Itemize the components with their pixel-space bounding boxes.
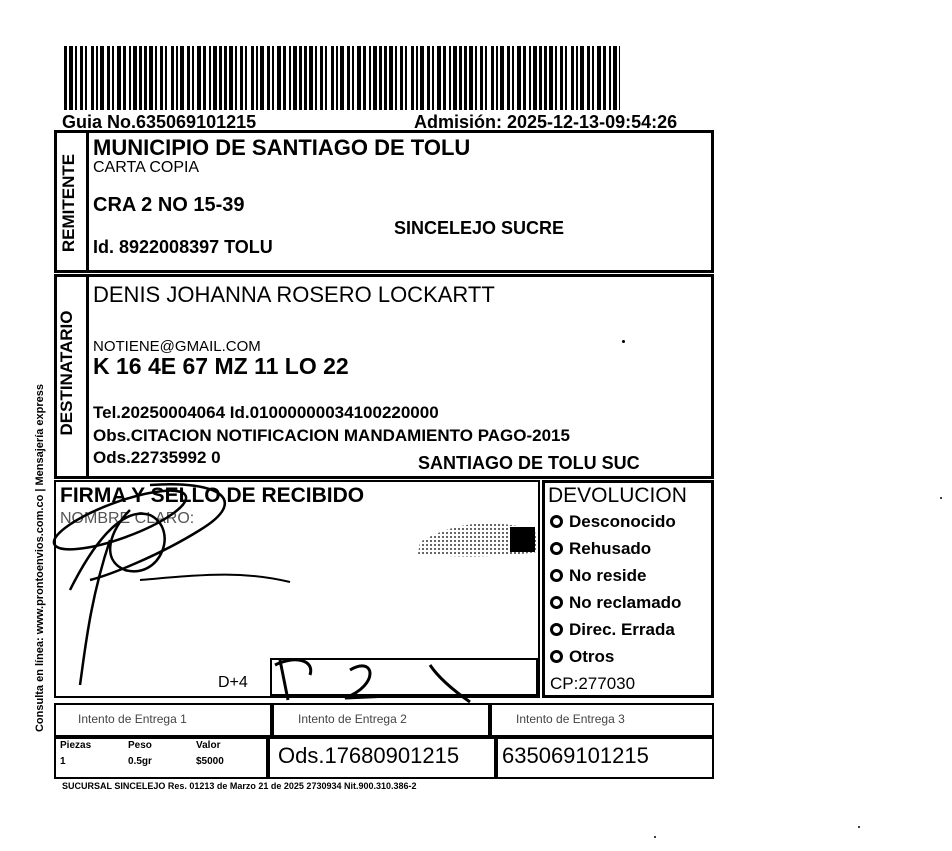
barcode-bar: [496, 46, 498, 110]
barcode-bar: [272, 46, 274, 110]
barcode-bar: [277, 46, 281, 110]
barcode-bar: [165, 46, 167, 110]
barcode-bar: [133, 46, 137, 110]
barcode-bar: [619, 46, 620, 110]
barcode-bar: [411, 46, 414, 110]
destinatario-address: K 16 4E 67 MZ 11 LO 22: [93, 353, 349, 379]
barcode-bar: [459, 46, 462, 110]
side-consulta-text: Consulta en línea: www.prontoenvios.com.co | Mensajería express: [34, 383, 46, 733]
barcode-bar: [149, 46, 153, 110]
barcode-bar: [192, 46, 194, 110]
barcode-bar: [432, 46, 434, 110]
barcode-bar: [69, 46, 73, 110]
devolucion-title: DEVOLUCION: [548, 484, 687, 507]
destinatario-tel: Tel.20250004064 Id.01000000034100220000: [93, 403, 439, 422]
destinatario-name: DENIS JOHANNA ROSERO LOCKARTT: [93, 282, 495, 307]
barcode-bar: [203, 46, 206, 110]
barcode-bar: [555, 46, 557, 110]
barcode-bar: [544, 46, 547, 110]
barcode-bar: [609, 46, 611, 110]
barcode-bar: [309, 46, 313, 110]
piezas-value: 1: [60, 756, 66, 767]
option-no-reside[interactable]: [550, 562, 681, 589]
barcode: [64, 46, 620, 110]
barcode-bar: [80, 46, 83, 110]
barcode-bar: [416, 46, 418, 110]
barcode-bar: [373, 46, 377, 110]
speck: [858, 826, 860, 828]
barcode-bar: [139, 46, 142, 110]
option-label: Desconocido: [569, 511, 676, 531]
barcode-bar: [369, 46, 371, 110]
admision-date: Admisión: 2025-12-13-09:54:26: [414, 112, 678, 132]
barcode-bar: [315, 46, 317, 110]
barcode-bar: [580, 46, 584, 110]
barcode-bar: [171, 46, 174, 110]
radio-icon: [550, 623, 563, 636]
radio-icon: [550, 569, 563, 582]
firma-d4: D+4: [218, 674, 248, 691]
option-direc-errada[interactable]: [550, 616, 681, 643]
barcode-bar: [340, 46, 344, 110]
intento-3-label: Intento de Entrega 3: [516, 712, 625, 726]
radio-icon: [550, 596, 563, 609]
barcode-bar: [213, 46, 217, 110]
barcode-bar: [485, 46, 487, 110]
peso-label: Peso: [128, 740, 152, 751]
barcode-bar: [549, 46, 553, 110]
radio-icon: [550, 515, 563, 528]
barcode-bar: [289, 46, 291, 110]
barcode-bar: [260, 46, 264, 110]
detalle-ods: Ods.17680901215: [278, 743, 460, 768]
option-label: Otros: [569, 646, 615, 666]
barcode-bar: [100, 46, 104, 110]
option-label: No reclamado: [569, 592, 682, 612]
barcode-bar: [449, 46, 451, 110]
barcode-bar: [123, 46, 126, 110]
option-desconocido[interactable]: [550, 508, 681, 535]
valor-value: $5000: [196, 756, 224, 767]
barcode-bar: [75, 46, 77, 110]
barcode-bar: [357, 46, 361, 110]
footer-text: SUCURSAL SINCELEJO Res. 01213 de Marzo 21 de 2025 2730934 Nit.900.310.386-2: [62, 781, 417, 791]
barcode-bar: [180, 46, 184, 110]
remitente-line2: CARTA COPIA: [93, 159, 200, 176]
barcode-bar: [304, 46, 307, 110]
option-label: Direc. Errada: [569, 619, 675, 639]
barcode-bar: [112, 46, 114, 110]
barcode-bar: [85, 46, 87, 110]
barcode-bar: [299, 46, 302, 110]
barcode-bar: [64, 46, 67, 110]
barcode-bar: [176, 46, 178, 110]
barcode-bar: [597, 46, 601, 110]
barcode-bar: [592, 46, 594, 110]
barcode-bar: [517, 46, 521, 110]
barcode-bar: [560, 46, 563, 110]
barcode-bar: [219, 46, 222, 110]
speck: [654, 836, 656, 838]
detalle-guia: 635069101215: [502, 743, 649, 768]
barcode-bar: [363, 46, 366, 110]
barcode-bar: [533, 46, 537, 110]
barcode-bar: [144, 46, 147, 110]
guia-number: Guia No.635069101215: [62, 112, 257, 132]
radio-icon: [550, 542, 563, 555]
barcode-bar: [325, 46, 327, 110]
intento-2-label: Intento de Entrega 2: [298, 712, 407, 726]
destinatario-email: NOTIENE@GMAIL.COM: [93, 338, 261, 355]
barcode-bar: [405, 46, 407, 110]
option-rehusado[interactable]: [550, 535, 681, 562]
barcode-bar: [251, 46, 254, 110]
barcode-bar: [160, 46, 163, 110]
barcode-bar: [107, 46, 110, 110]
barcode-bar: [480, 46, 483, 110]
barcode-bar: [197, 46, 201, 110]
barcode-bar: [155, 46, 157, 110]
barcode-bar: [283, 46, 286, 110]
barcode-bar: [512, 46, 514, 110]
option-label: No reside: [569, 565, 647, 585]
barcode-bar: [352, 46, 354, 110]
barcode-bar: [336, 46, 338, 110]
barcode-bar: [603, 46, 606, 110]
barcode-bar: [420, 46, 424, 110]
option-label: Rehusado: [569, 538, 652, 558]
barcode-bar: [576, 46, 578, 110]
firma-title: FIRMA Y SELLO DE RECIBIDO: [60, 484, 365, 507]
barcode-bar: [491, 46, 494, 110]
speck: [622, 340, 625, 343]
barcode-bar: [587, 46, 590, 110]
remitente-name: MUNICIPIO DE SANTIAGO DE TOLU: [93, 135, 471, 160]
barcode-bar: [613, 46, 617, 110]
barcode-bar: [500, 46, 504, 110]
barcode-bar: [91, 46, 94, 110]
barcode-bar: [400, 46, 403, 110]
barcode-bar: [523, 46, 526, 110]
speck: [940, 497, 942, 499]
barcode-bar: [379, 46, 382, 110]
barcode-bar: [187, 46, 190, 110]
valor-label: Valor: [196, 740, 221, 751]
barcode-bar: [427, 46, 430, 110]
barcode-bar: [229, 46, 233, 110]
barcode-bar: [539, 46, 542, 110]
destinatario-obs: Obs.CITACION NOTIFICACION MANDAMIENTO PAGO-2015: [93, 426, 570, 445]
barcode-bar: [117, 46, 121, 110]
barcode-bar: [443, 46, 446, 110]
barcode-bar: [293, 46, 297, 110]
devolucion-cp: CP:277030: [550, 674, 636, 693]
barcode-bar: [235, 46, 237, 110]
barcode-bar: [320, 46, 323, 110]
remitente-label: REMITENTE: [59, 153, 78, 253]
barcode-bar: [464, 46, 467, 110]
remitente-address: CRA 2 NO 15-39: [93, 194, 245, 216]
destinatario-label: DESTINATARIO: [57, 310, 76, 436]
barcode-bar: [565, 46, 567, 110]
piezas-label: Piezas: [60, 740, 92, 751]
barcode-bar: [529, 46, 531, 110]
radio-icon: [550, 650, 563, 663]
barcode-bar: [331, 46, 334, 110]
barcode-bar: [571, 46, 574, 110]
barcode-bar: [475, 46, 477, 110]
devolucion-options: [550, 508, 681, 670]
remitente-city: SINCELEJO SUCRE: [394, 218, 565, 238]
signature-scribble: [30, 470, 500, 710]
barcode-bar: [267, 46, 270, 110]
barcode-bar: [437, 46, 441, 110]
peso-value: 0.5gr: [128, 756, 152, 767]
option-otros[interactable]: [550, 643, 681, 670]
destinatario-city: SANTIAGO DE TOLU SUC: [418, 453, 640, 473]
barcode-bar: [469, 46, 473, 110]
barcode-bar: [129, 46, 131, 110]
barcode-bar: [453, 46, 457, 110]
barcode-bar: [245, 46, 247, 110]
barcode-bar: [507, 46, 510, 110]
barcode-bar: [395, 46, 397, 110]
barcode-bar: [224, 46, 227, 110]
remitente-id: Id. 8922008397 TOLU: [93, 237, 273, 257]
firma-nombre-claro: NOMBRE CLARO:: [60, 510, 195, 527]
barcode-bar: [209, 46, 211, 110]
barcode-bar: [389, 46, 393, 110]
option-no-reclamado[interactable]: [550, 589, 681, 616]
barcode-bar: [256, 46, 258, 110]
destinatario-ods: Ods.22735992 0: [93, 448, 221, 467]
barcode-bar: [96, 46, 98, 110]
barcode-bar: [384, 46, 387, 110]
barcode-bar: [240, 46, 243, 110]
intento-1-label: Intento de Entrega 1: [78, 712, 187, 726]
barcode-bar: [347, 46, 350, 110]
